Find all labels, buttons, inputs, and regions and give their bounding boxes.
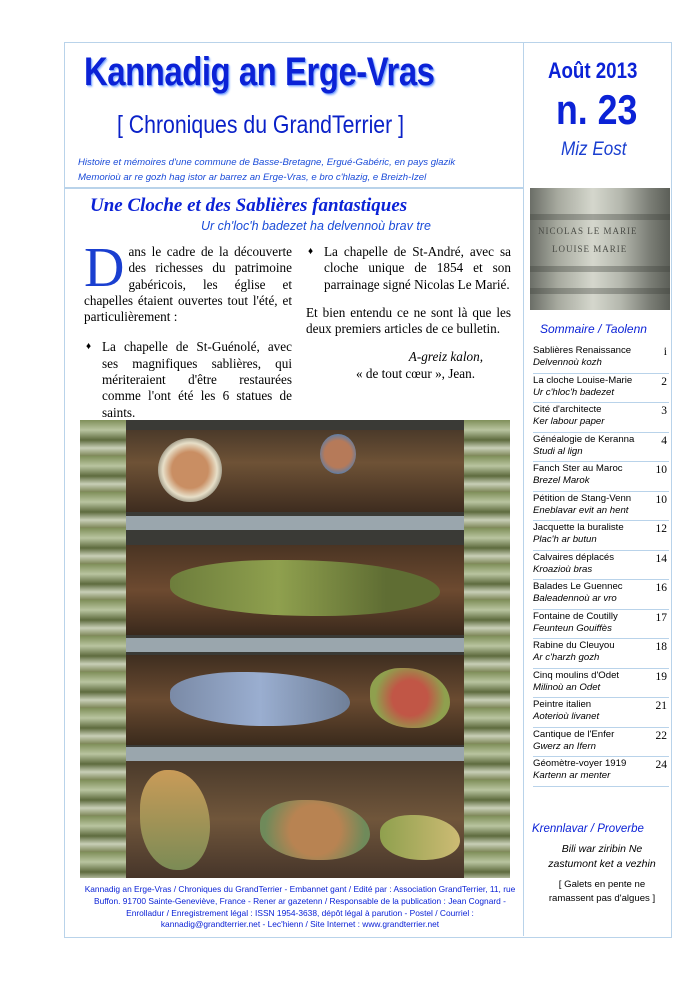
toc-item-title: Fontaine de Coutilly xyxy=(533,610,618,622)
toc-item xyxy=(533,640,669,670)
toc-separator xyxy=(533,491,669,492)
bell-photo xyxy=(530,188,670,310)
toc-item-subtitle: Gwerz an Ifern xyxy=(533,740,596,752)
toc-item xyxy=(533,522,669,552)
toc-item-title: Généalogie de Keranna xyxy=(533,433,635,445)
bell-band xyxy=(530,266,670,272)
toc-item xyxy=(533,670,669,700)
toc-separator xyxy=(533,520,669,521)
toc-separator xyxy=(533,461,669,462)
toc-item-subtitle: Baleadennoù ar vro xyxy=(533,593,617,604)
proverb-breton: Bili war ziribin Ne zastumont ket a vezhin xyxy=(548,843,656,870)
toc-separator xyxy=(533,786,669,787)
toc-item-subtitle: Plac'h ar butun xyxy=(533,534,597,545)
bell-band xyxy=(530,288,670,294)
toc-item-page: 16 xyxy=(655,582,667,594)
toc-item-page: 4 xyxy=(661,434,667,447)
article-title: Une Cloche et des Sablières fantastiques xyxy=(90,195,408,216)
toc-item-title: Peintre italien xyxy=(533,699,592,710)
toc-item-subtitle: Feunteun Gouiffès xyxy=(533,622,612,634)
toc-item-subtitle: Kroazioù bras xyxy=(533,563,593,575)
toc-item-subtitle: Ar c'harzh gozh xyxy=(533,652,600,663)
toc-separator xyxy=(533,550,669,551)
issue-month-breton: Miz Eost xyxy=(561,139,627,160)
toc-item-subtitle: Brezel Marok xyxy=(533,475,590,486)
toc-item-page: 18 xyxy=(655,641,667,653)
article-subtitle: Ur ch'loc'h badezet ha delvennoù brav tre xyxy=(201,219,431,233)
toc-item xyxy=(533,345,669,375)
toc-item-title: Calvaires déplacés xyxy=(533,551,615,563)
toc-item-subtitle: Ker labour paper xyxy=(533,416,605,427)
toc-separator xyxy=(533,432,669,433)
signature-french: « de tout cœur », Jean. xyxy=(355,365,475,381)
toc-item xyxy=(533,611,669,641)
toc-separator xyxy=(533,402,669,403)
toc-item-title: Balades Le Guennec xyxy=(533,581,623,592)
masthead-divider xyxy=(65,187,523,189)
toc-item-title: Cité d'architecte xyxy=(533,404,602,415)
toc-item-page: 21 xyxy=(655,700,667,712)
sidebar-divider xyxy=(523,42,524,936)
toc-separator xyxy=(533,609,669,610)
article-column-right xyxy=(306,244,511,382)
toc-item xyxy=(533,729,669,759)
toc-item xyxy=(533,375,669,405)
toc-item-title: Géomètre-voyer 1919 xyxy=(533,758,627,769)
bell-inscription: NICOLAS LE MARIE xyxy=(538,226,638,236)
toc-separator xyxy=(533,638,669,639)
toc-item-title: Sablières Renaissance xyxy=(533,345,632,356)
newsletter-subtitle: [ Chroniques du GrandTerrier ] xyxy=(117,111,405,139)
toc-item-title: Pétition de Stang-Venn xyxy=(533,492,632,504)
drop-cap: D xyxy=(84,237,125,299)
toc-item xyxy=(533,581,669,611)
toc-item-page: 14 xyxy=(655,552,667,565)
article-intro: ans le cadre de la découverte des richesses du patrimoine gabéricois, les église et chapelles étaient ouvertes tout l'été, et particulièrement : xyxy=(84,244,292,325)
toc-item xyxy=(533,434,669,464)
proverb-french: [ Galets en pente ne ramassent pas d'algues ] xyxy=(548,879,656,904)
diamond-bullet-icon: ♦ xyxy=(308,246,314,257)
toc-item-page: 24 xyxy=(655,759,667,771)
carved-post xyxy=(80,420,126,878)
toc-item-page: 10 xyxy=(655,493,667,506)
toc-separator xyxy=(533,697,669,698)
toc-item xyxy=(533,404,669,434)
toc-item xyxy=(533,463,669,493)
toc-item xyxy=(533,758,669,788)
bell-band xyxy=(530,214,670,220)
issue-date: Août 2013 xyxy=(548,58,638,83)
toc-item-subtitle: Aoterioù livanet xyxy=(533,711,600,722)
toc-item-page: 12 xyxy=(655,523,667,535)
toc-item-title: Fanch Ster au Maroc xyxy=(533,463,623,474)
toc-separator xyxy=(533,727,669,728)
toc-item-page: 19 xyxy=(655,670,667,683)
toc-separator xyxy=(533,668,669,669)
toc-heading: Sommaire / Taolenn xyxy=(540,322,647,336)
proverb-heading: Krennlavar / Proverbe xyxy=(532,823,644,835)
bell-inscription: LOUISE MARIE xyxy=(552,244,628,254)
toc-item-subtitle: Eneblavar evit an hent xyxy=(533,504,629,516)
bullet-text: La chapelle de St-André, avec sa cloche unique de 1854 et son parrainage signé Nicolas Le Marié. xyxy=(324,244,511,292)
sabliere-photo xyxy=(80,420,510,878)
beam-rail xyxy=(126,516,464,530)
toc-item-title: Jacquette la buraliste xyxy=(533,522,624,533)
toc-item-title: Cinq moulins d'Odet xyxy=(533,669,620,681)
toc-item-subtitle: Ur c'hloc'h badezet xyxy=(533,386,614,398)
beam-rail xyxy=(126,747,464,761)
toc-item-subtitle: Studi al lign xyxy=(533,445,583,457)
toc-item-title: Rabine du Cleuyou xyxy=(533,640,615,651)
beam-rail xyxy=(126,638,464,652)
toc-item xyxy=(533,493,669,523)
toc-separator xyxy=(533,373,669,374)
toc-item-page: 2 xyxy=(661,375,667,388)
toc-item-subtitle: Milinoù an Odet xyxy=(533,681,601,693)
toc-item xyxy=(533,552,669,582)
newsletter-title: Kannadig an Erge-Vras xyxy=(84,50,435,94)
toc-item-title: Cantique de l'Enfer xyxy=(533,728,615,740)
bullet-text: La chapelle de St-Guénolé, avec ses magnifiques sablières, qui mériteraient d'être restaurées comme l'ont été les 6 statues de saints. xyxy=(102,339,292,420)
tagline-breton: Memorioù ar re gozh hag istor ar barrez an Erge-Vras, e bro c'hlazig, e Breizh-Izel xyxy=(78,172,427,183)
toc-item-page: 17 xyxy=(655,611,667,624)
toc-item-page: i xyxy=(663,346,667,358)
toc-item-subtitle: Delvennoù kozh xyxy=(533,357,602,368)
toc-separator xyxy=(533,579,669,580)
list-item xyxy=(84,339,292,420)
signature-breton: A-greiz kalon, xyxy=(408,349,483,365)
toc-separator xyxy=(533,756,669,757)
issue-number: n. 23 xyxy=(556,86,638,133)
list-item xyxy=(306,244,511,293)
toc-item-page: 10 xyxy=(655,464,667,476)
article-closing: Et bien entendu ce ne sont là que les deux premiers articles de ce bulletin. xyxy=(306,304,511,337)
toc-item-subtitle: Kartenn ar menter xyxy=(533,770,611,781)
toc-item xyxy=(533,699,669,729)
face-carving xyxy=(320,434,356,474)
carved-post xyxy=(464,420,510,878)
tagline-french: Histoire et mémoires d'une commune de Basse-Bretagne, Ergué-Gabéric, en pays glazik xyxy=(78,157,456,168)
table-of-contents xyxy=(533,345,669,788)
article-column-left xyxy=(84,237,292,421)
publication-footer: Kannadig an Erge-Vras / Chroniques du GrandTerrier - Embannet gant / Edité par : Association GrandTerrier, 11, rue Buffon. 91700 Sainte-Geneviève, France - Rener ar gazetenn / Responsable de la publication : Jean Cognard - Enrolladur / Enregistrement légal : ISSN 1954-3638, dépôt légal à parution - Postel / Courriel : kannadig@grandterrier.net - Lec'hienn / Site Internet : www.grandterrier.net xyxy=(84,884,516,930)
toc-item-page: 22 xyxy=(655,729,667,742)
sun-face-carving xyxy=(158,438,222,502)
diamond-bullet-icon: ♦ xyxy=(86,341,92,353)
toc-item-title: La cloche Louise-Marie xyxy=(533,374,633,386)
toc-item-page: 3 xyxy=(661,405,667,417)
